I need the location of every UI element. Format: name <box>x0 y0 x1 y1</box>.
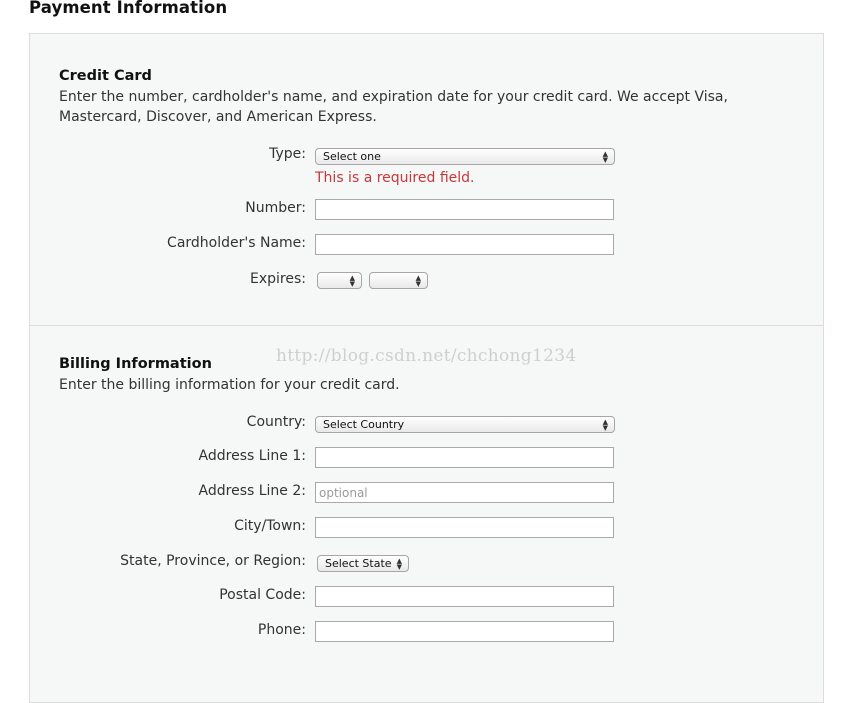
credit-card-section-description: Enter the number, cardholder's name, and expiration date for your credit card. We accept Visa, Mastercard, Discover, and American Express. <box>59 89 728 125</box>
billing-section-description: Enter the billing information for your credit card. <box>59 377 400 393</box>
postal-code-input[interactable] <box>315 586 614 607</box>
address-line-1-label: Address Line 1: <box>198 448 306 464</box>
city-town-input[interactable] <box>315 517 614 538</box>
address-line-1-input[interactable] <box>315 447 614 468</box>
billing-section-title: Billing Information <box>59 356 212 372</box>
credit-card-section-title: Credit Card <box>59 68 152 84</box>
select-arrows-icon: ▲ ▼ <box>602 149 608 164</box>
state-label: State, Province, or Region: <box>120 553 306 569</box>
cardholder-name-input[interactable] <box>315 234 614 255</box>
phone-label: Phone: <box>257 622 306 638</box>
watermark-text: http://blog.csdn.net/chchong1234 <box>276 346 577 366</box>
state-select[interactable] <box>317 555 409 572</box>
select-arrows-icon: ▲ ▼ <box>396 556 402 571</box>
city-town-label: City/Town: <box>234 518 306 534</box>
phone-input[interactable] <box>315 621 614 642</box>
country-select[interactable] <box>315 416 615 433</box>
card-type-label: Type: <box>269 146 306 162</box>
page-title: Payment Information <box>29 0 228 17</box>
postal-code-label: Postal Code: <box>219 587 306 603</box>
address-line-2-label: Address Line 2: <box>198 483 306 499</box>
select-arrows-icon: ▲ ▼ <box>415 273 421 288</box>
expires-year-select[interactable] <box>369 272 428 289</box>
section-divider <box>30 325 824 326</box>
address-line-2-input[interactable] <box>315 482 614 503</box>
country-select-value: Select Country <box>323 418 405 431</box>
card-type-select-value: Select one <box>323 150 381 163</box>
card-type-error-message: This is a required field. <box>315 170 475 186</box>
expires-label: Expires: <box>250 271 306 287</box>
select-arrows-icon: ▲ ▼ <box>602 417 608 432</box>
cardholder-name-label: Cardholder's Name: <box>167 235 306 251</box>
select-arrows-icon: ▲ ▼ <box>349 273 355 288</box>
state-select-value: Select State <box>325 557 392 570</box>
card-type-select[interactable] <box>315 148 615 165</box>
expires-month-select[interactable] <box>317 272 362 289</box>
country-label: Country: <box>246 414 306 430</box>
card-number-input[interactable] <box>315 199 614 220</box>
card-number-label: Number: <box>245 200 306 216</box>
